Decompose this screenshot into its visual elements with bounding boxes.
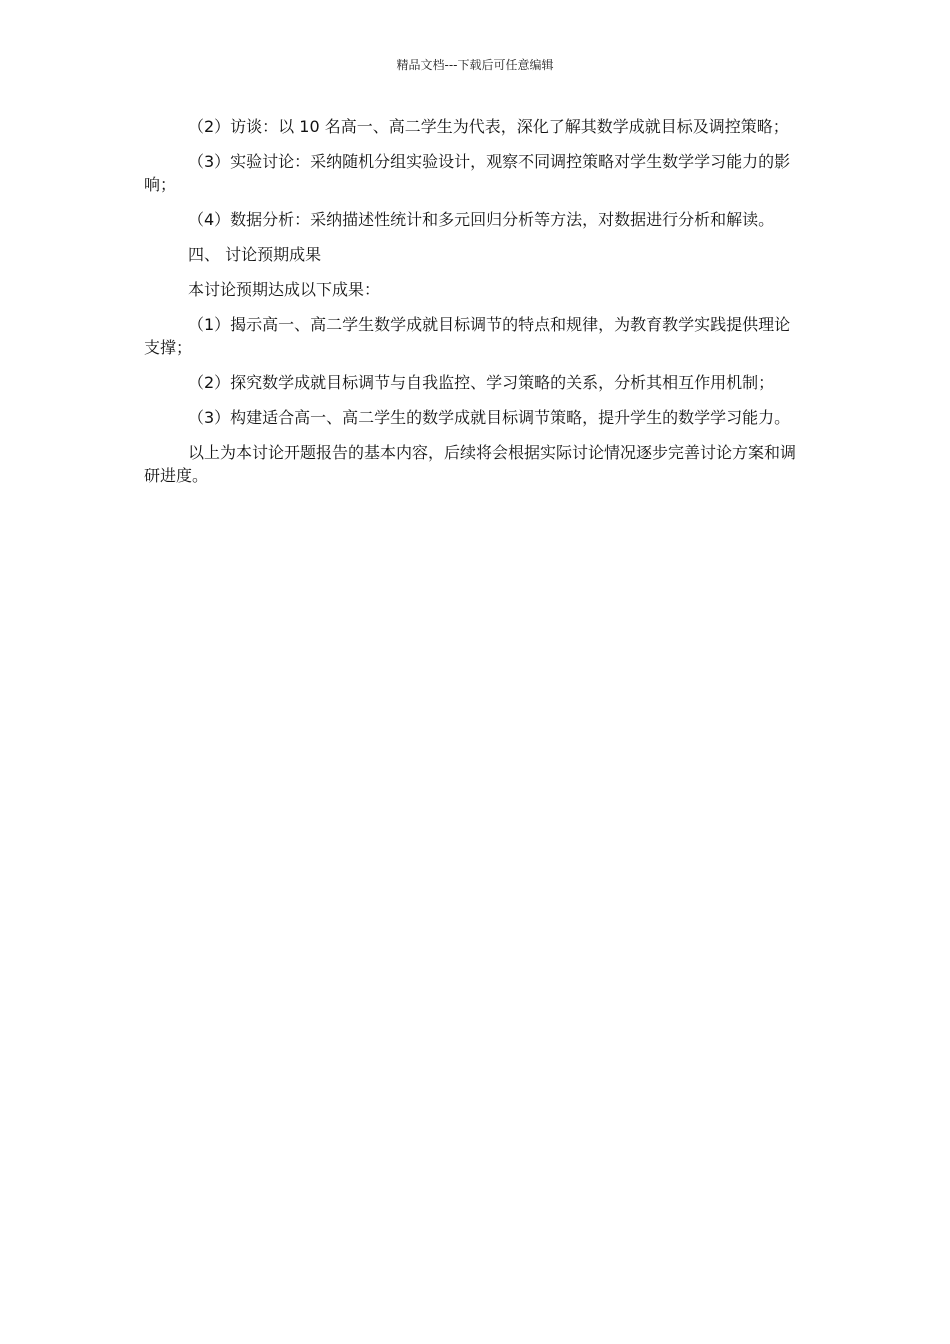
paragraph-result-3: （3）构建适合高一、高二学生的数学成就目标调节策略，提升学生的数学学习能力。	[188, 408, 791, 427]
paragraph-interview: （2）访谈：以 10 名高一、高二学生为代表，深化了解其数学成就目标及调控策略；	[188, 117, 789, 136]
paragraph-data-analysis: （4）数据分析：采纳描述性统计和多元回归分析等方法，对数据进行分析和解读。	[188, 210, 775, 229]
paragraph-results-intro: 本讨论预期达成以下成果：	[188, 280, 381, 299]
section-heading-expected-results: 四、 讨论预期成果	[188, 245, 322, 264]
paragraph-conclusion: 以上为本讨论开题报告的基本内容，后续将会根据实际讨论情况逐步完善讨论方案和调研进度。	[144, 443, 797, 485]
page-header: 精品文档---下载后可任意编辑	[396, 58, 554, 72]
paragraph-result-1: （1）揭示高一、高二学生数学成就目标调节的特点和规律，为教育教学实践提供理论支撑；	[144, 315, 791, 357]
paragraph-experiment: （3）实验讨论：采纳随机分组实验设计，观察不同调控策略对学生数学学习能力的影响；	[144, 152, 791, 194]
document-body	[144, 115, 806, 499]
paragraph-result-2: （2）探究数学成就目标调节与自我监控、学习策略的关系，分析其相互作用机制；	[188, 373, 775, 392]
